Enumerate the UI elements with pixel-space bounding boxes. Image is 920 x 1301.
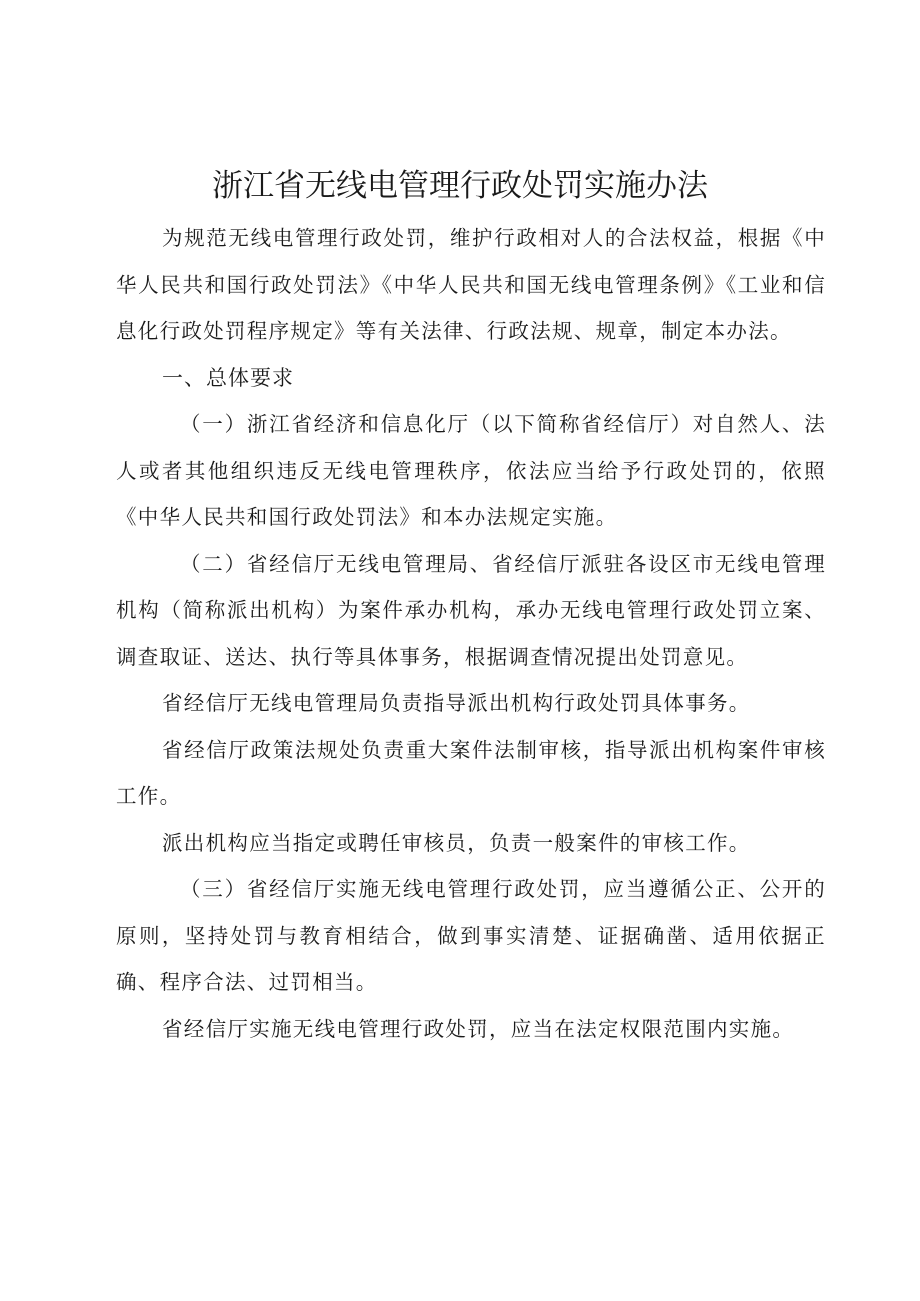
preamble-paragraph: 为规范无线电管理行政处罚，维护行政相对人的合法权益，根据《中华人民共和国行政处罚法》《中华人民共和国无线电管理条例》《工业和信息化行政处罚程序规定》等有关法律、行政法规、规章，制定本办法。 xyxy=(116,226,826,343)
section-heading-general-requirements: 一、总体要求 xyxy=(162,365,294,390)
document-body xyxy=(116,215,826,1052)
paragraph-authority: 省经信厅实施无线电管理行政处罚，应当在法定权限范围内实施。 xyxy=(162,1016,795,1041)
paragraph-guidance: 省经信厅无线电管理局负责指导派出机构行政处罚具体事务。 xyxy=(162,691,751,715)
paragraph-item-1: （一）浙江省经济和信息化厅（以下简称省经信厅）对自然人、法人或者其他组织违反无线电管理秩序，依法应当给予行政处罚的，依照《中华人民共和国行政处罚法》和本办法规定实施。 xyxy=(116,412,826,529)
document-title: 浙江省无线电管理行政处罚实施办法 xyxy=(212,168,708,204)
paragraph-item-3: （三）省经信厅实施无线电管理行政处罚，应当遵循公正、公开的原则，坚持处罚与教育相结合，做到事实清楚、证据确凿、适用依据正确、程序合法、过罚相当。 xyxy=(116,877,826,994)
paragraph-item-2: （二）省经信厅无线电管理局、省经信厅派驻各设区市无线电管理机构（简称派出机构）为案件承办机构，承办无线电管理行政处罚立案、调查取证、送达、执行等具体事务，根据调查情况提出处罚意见。 xyxy=(116,551,826,669)
paragraph-reviewer: 派出机构应当指定或聘任审核员，负责一般案件的审核工作。 xyxy=(162,830,751,855)
paragraph-legal-review: 省经信厅政策法规处负责重大案件法制审核，指导派出机构案件审核工作。 xyxy=(116,737,826,808)
